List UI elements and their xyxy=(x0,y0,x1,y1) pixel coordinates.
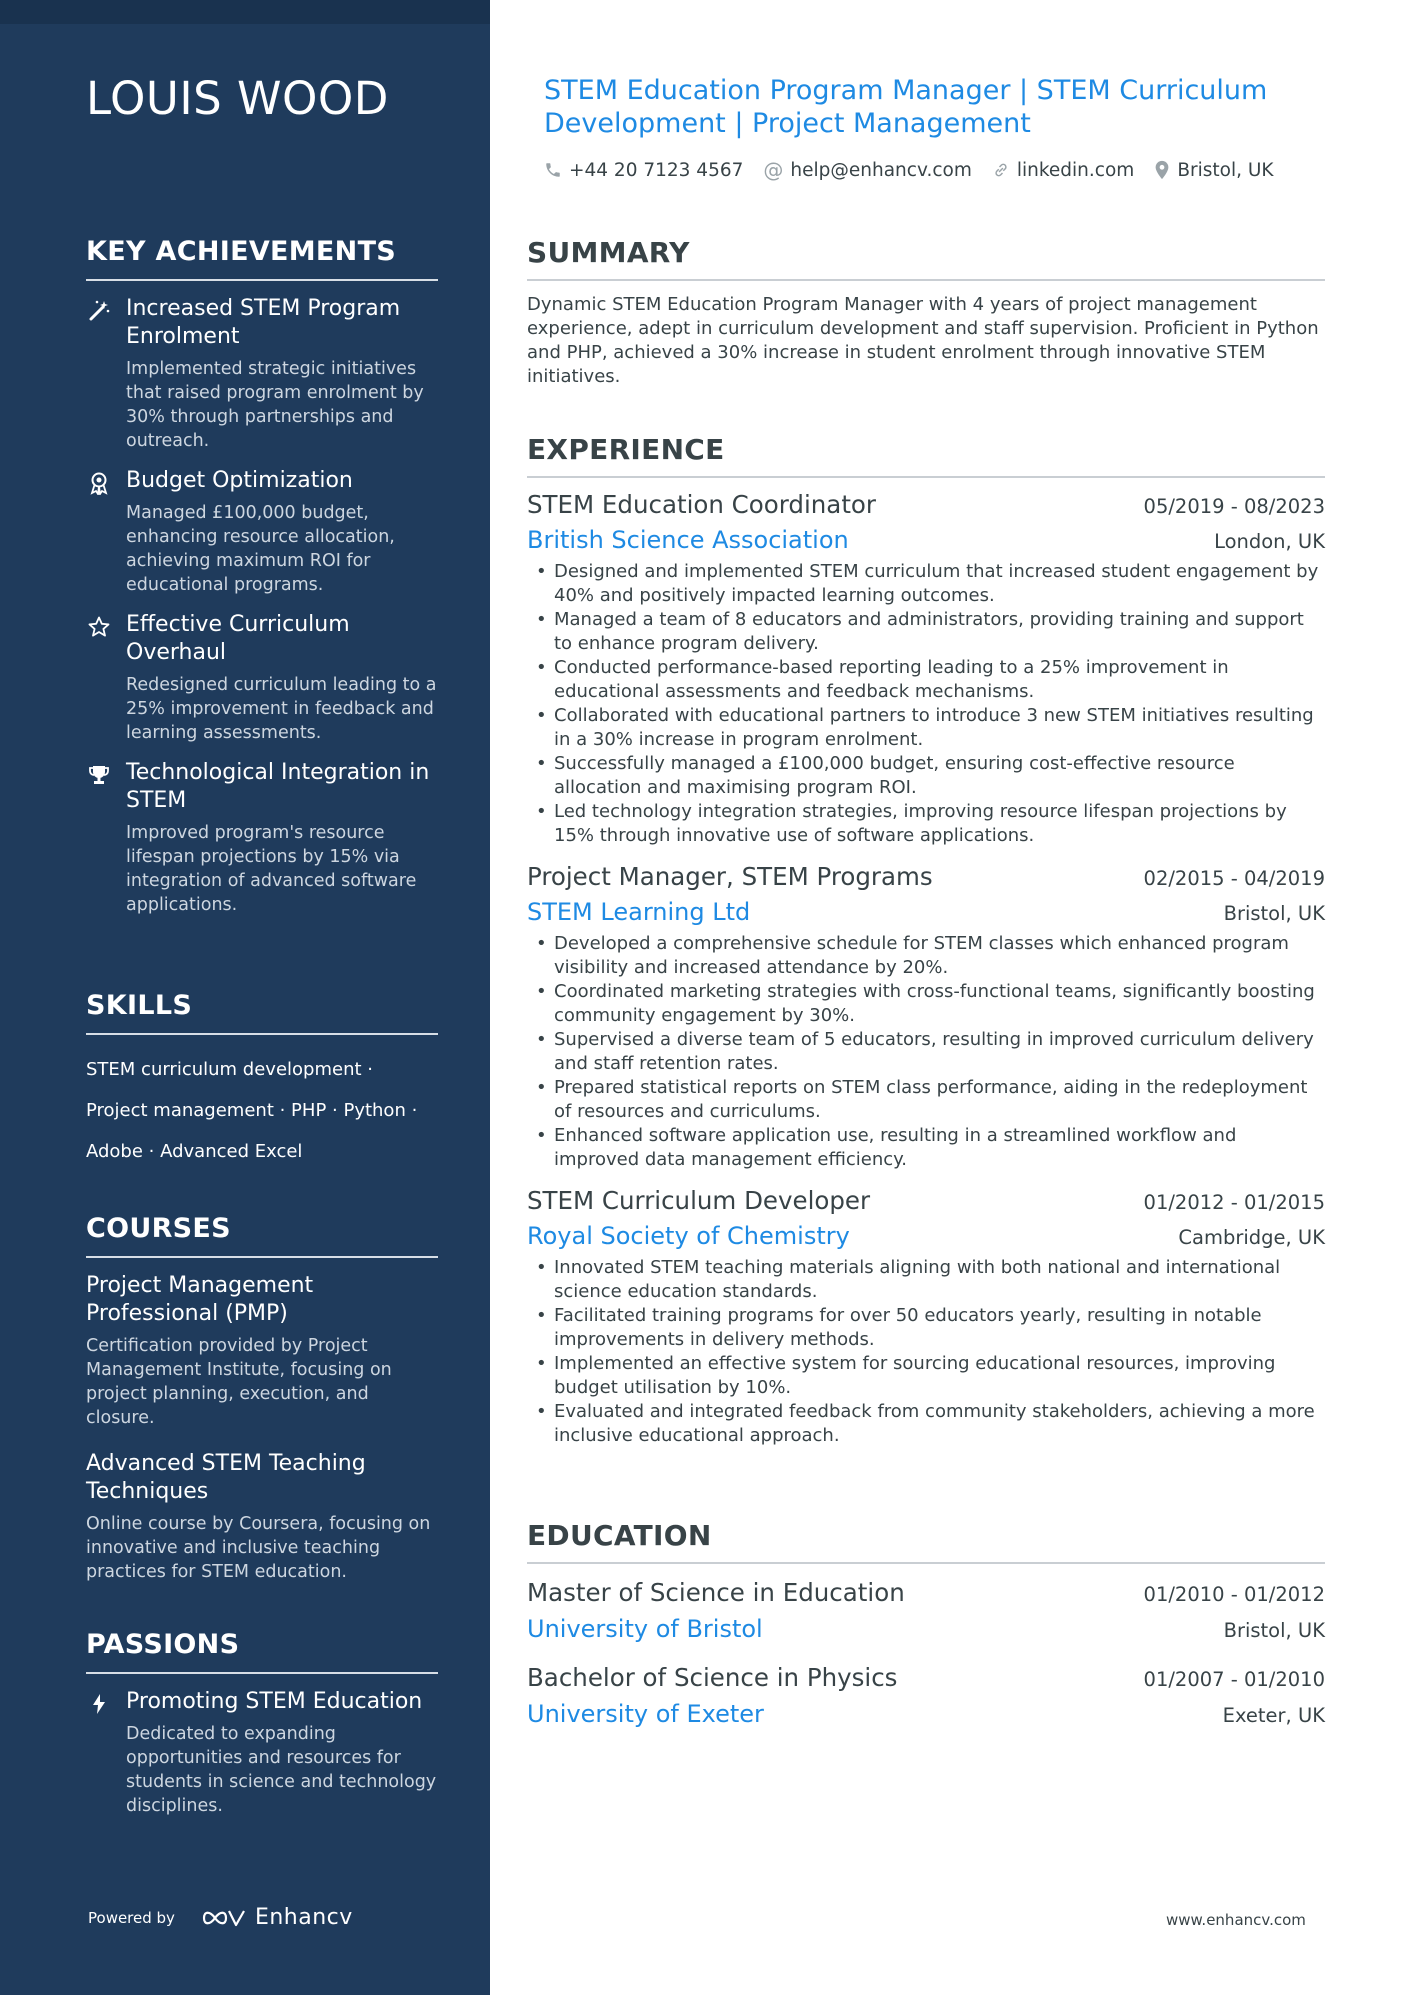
award-ribbon-icon xyxy=(86,470,112,496)
job-bullet: • Enhanced software application use, resulting in a streamlined workflow and improved data management efficiency. xyxy=(527,1124,1325,1172)
experience-section xyxy=(527,433,1325,1448)
job-title: Project Manager, STEM Programs xyxy=(527,862,933,891)
job-dates: 01/2012 - 01/2015 xyxy=(1143,1191,1325,1214)
course-description: Certification provided by Project Management Institute, focusing on project planning, execution, and closure. xyxy=(86,1336,392,1428)
course-description: Online course by Coursera, focusing on innovative and inclusive teaching practices for STEM education. xyxy=(86,1514,431,1582)
passion-item xyxy=(86,1688,438,1818)
powered-by xyxy=(88,1905,353,1930)
job-bullets xyxy=(527,932,1325,1172)
achievement-title: Technological Integration in STEM xyxy=(126,760,430,813)
star-icon xyxy=(86,614,112,640)
achievement-title: Effective Curriculum Overhaul xyxy=(126,612,350,665)
enhancv-logo-icon xyxy=(201,1906,247,1930)
passion-title: Promoting STEM Education xyxy=(126,1689,423,1714)
school-location: Exeter, UK xyxy=(1222,1704,1325,1727)
job-bullet: • Developed a comprehensive schedule for STEM classes which enhanced program visibility and increased attendance by 20%. xyxy=(527,932,1325,980)
job-bullet: • Evaluated and integrated feedback from community stakeholders, achieving a more inclusive educational approach. xyxy=(527,1400,1325,1448)
job-location: Cambridge, UK xyxy=(1178,1226,1325,1249)
sidebar-top-bar xyxy=(0,0,490,24)
summary-text: Dynamic STEM Education Program Manager with 4 years of project management experience, adept in curriculum development and staff supervision. Proficient in Python and PHP, achieved a 30% increase in student enrolment through innovative STEM initiatives. xyxy=(527,294,1319,387)
achievement-item xyxy=(86,467,438,597)
map-pin-icon xyxy=(1154,160,1170,180)
job-entry xyxy=(527,1186,1325,1448)
sidebar xyxy=(0,0,490,1995)
achievement-description: Managed £100,000 budget, enhancing resource allocation, achieving maximum ROI for educational programs. xyxy=(126,503,395,595)
job-entry xyxy=(527,862,1325,1172)
at-icon: @ xyxy=(763,158,784,182)
link-icon xyxy=(992,161,1010,179)
school-name[interactable]: University of Exeter xyxy=(527,1700,764,1728)
achievement-item xyxy=(86,759,438,917)
education-section xyxy=(527,1519,1325,1728)
job-bullet: • Facilitated training programs for over 50 educators yearly, resulting in notable improvements in delivery methods. xyxy=(527,1304,1325,1352)
school-name[interactable]: University of Bristol xyxy=(527,1615,763,1643)
achievement-description: Redesigned curriculum leading to a 25% improvement in feedback and learning assessments. xyxy=(126,675,437,743)
job-bullet: • Collaborated with educational partners to introduce 3 new STEM initiatives resulting in a 30% increase in program enrolment. xyxy=(527,704,1325,752)
job-bullet: • Supervised a diverse team of 5 educators, resulting in improved curriculum delivery and staff retention rates. xyxy=(527,1028,1325,1076)
contact-phone[interactable] xyxy=(544,158,743,182)
job-bullet: • Prepared statistical reports on STEM class performance, aiding in the redeployment of resources and curriculums. xyxy=(527,1076,1325,1124)
powered-by-label: Powered by xyxy=(88,1908,175,1927)
job-bullet: • Coordinated marketing strategies with cross-functional teams, significantly boosting community engagement by 30%. xyxy=(527,980,1325,1028)
job-location: Bristol, UK xyxy=(1223,902,1325,925)
course-title: Project Management Professional (PMP) xyxy=(86,1273,314,1326)
candidate-name: LOUIS WOOD xyxy=(86,72,389,125)
email-text: help@enhancv.com xyxy=(790,159,972,181)
school-location: Bristol, UK xyxy=(1223,1619,1325,1642)
education-heading: EDUCATION xyxy=(527,1519,1325,1564)
skills-line: Adobe · Advanced Excel xyxy=(86,1141,303,1162)
trophy-icon xyxy=(86,762,112,788)
skills-line: Project management · PHP · Python · xyxy=(86,1100,418,1121)
job-entry xyxy=(527,490,1325,848)
course-item xyxy=(86,1450,438,1584)
education-dates: 01/2010 - 01/2012 xyxy=(1143,1583,1325,1606)
job-bullet: • Designed and implemented STEM curriculum that increased student engagement by 40% and positively impacted learning outcomes. xyxy=(527,560,1325,608)
job-dates: 02/2015 - 04/2019 xyxy=(1143,867,1325,890)
passion-description: Dedicated to expanding opportunities and resources for students in science and technology disciplines. xyxy=(126,1724,437,1816)
course-title: Advanced STEM Teaching Techniques xyxy=(86,1451,366,1504)
passions-heading: PASSIONS xyxy=(86,1629,438,1674)
education-entry xyxy=(527,1578,1325,1643)
job-location: London, UK xyxy=(1214,530,1325,553)
company-name[interactable]: Royal Society of Chemistry xyxy=(527,1222,850,1250)
phone-text: +44 20 7123 4567 xyxy=(569,159,744,181)
enhancv-brand-text: Enhancv xyxy=(254,1905,353,1930)
skills-list xyxy=(86,1049,438,1172)
skills-line: STEM curriculum development · xyxy=(86,1059,373,1080)
contact-location xyxy=(1154,158,1273,182)
company-name[interactable]: STEM Learning Ltd xyxy=(527,898,751,926)
achievement-description: Improved program's resource lifespan projections by 15% via integration of advanced software applications. xyxy=(126,823,417,915)
job-bullet: • Led technology integration strategies, improving resource lifespan projections by 15% through innovative use of software applications. xyxy=(527,800,1325,848)
job-dates: 05/2019 - 08/2023 xyxy=(1143,495,1325,518)
skills-section xyxy=(86,990,438,1172)
job-bullet: • Innovated STEM teaching materials aligning with both national and international science education standards. xyxy=(527,1256,1325,1304)
skills-heading: SKILLS xyxy=(86,990,438,1035)
summary-heading: SUMMARY xyxy=(527,236,1325,281)
job-bullet: • Implemented an effective system for sourcing educational resources, improving budget utilisation by 10%. xyxy=(527,1352,1325,1400)
location-text: Bristol, UK xyxy=(1177,159,1274,181)
key-achievements-section xyxy=(86,236,438,917)
job-bullets xyxy=(527,560,1325,848)
experience-heading: EXPERIENCE xyxy=(527,433,1325,478)
education-entry xyxy=(527,1663,1325,1728)
achievement-item xyxy=(86,295,438,453)
headline: STEM Education Program Manager | STEM Curriculum Development | Project Management xyxy=(544,75,1268,139)
phone-icon xyxy=(544,161,562,179)
job-bullets xyxy=(527,1256,1325,1448)
degree-title: Bachelor of Science in Physics xyxy=(527,1663,898,1692)
job-bullet: • Successfully managed a £100,000 budget, ensuring cost-effective resource allocation and maximising program ROI. xyxy=(527,752,1325,800)
degree-title: Master of Science in Education xyxy=(527,1578,905,1607)
linkedin-text: linkedin.com xyxy=(1016,159,1135,181)
key-achievements-heading: KEY ACHIEVEMENTS xyxy=(86,236,438,281)
job-title: STEM Curriculum Developer xyxy=(527,1186,871,1215)
courses-heading: COURSES xyxy=(86,1213,438,1258)
enhancv-logo[interactable] xyxy=(201,1905,353,1930)
contact-linkedin[interactable] xyxy=(992,158,1134,182)
education-dates: 01/2007 - 01/2010 xyxy=(1143,1668,1325,1691)
job-bullet: • Conducted performance-based reporting leading to a 25% improvement in educational assessments and feedback mechanisms. xyxy=(527,656,1325,704)
job-title: STEM Education Coordinator xyxy=(527,490,876,519)
magic-wand-icon xyxy=(86,298,112,324)
passions-section xyxy=(86,1629,438,1818)
achievement-title: Increased STEM Program Enrolment xyxy=(126,296,401,349)
lightning-bolt-icon xyxy=(86,1691,112,1717)
contact-email[interactable] xyxy=(763,158,971,182)
achievement-description: Implemented strategic initiatives that raised program enrolment by 30% through partnerships and outreach. xyxy=(126,359,424,451)
achievement-item xyxy=(86,611,438,745)
contact-bar xyxy=(544,158,1274,182)
footer-url[interactable]: www.enhancv.com xyxy=(1166,1911,1306,1929)
courses-section xyxy=(86,1213,438,1584)
job-bullet: • Managed a team of 8 educators and administrators, providing training and support to enhance program delivery. xyxy=(527,608,1325,656)
summary-section xyxy=(527,236,1325,389)
achievement-title: Budget Optimization xyxy=(126,468,353,493)
course-item xyxy=(86,1272,438,1430)
company-name[interactable]: British Science Association xyxy=(527,526,849,554)
